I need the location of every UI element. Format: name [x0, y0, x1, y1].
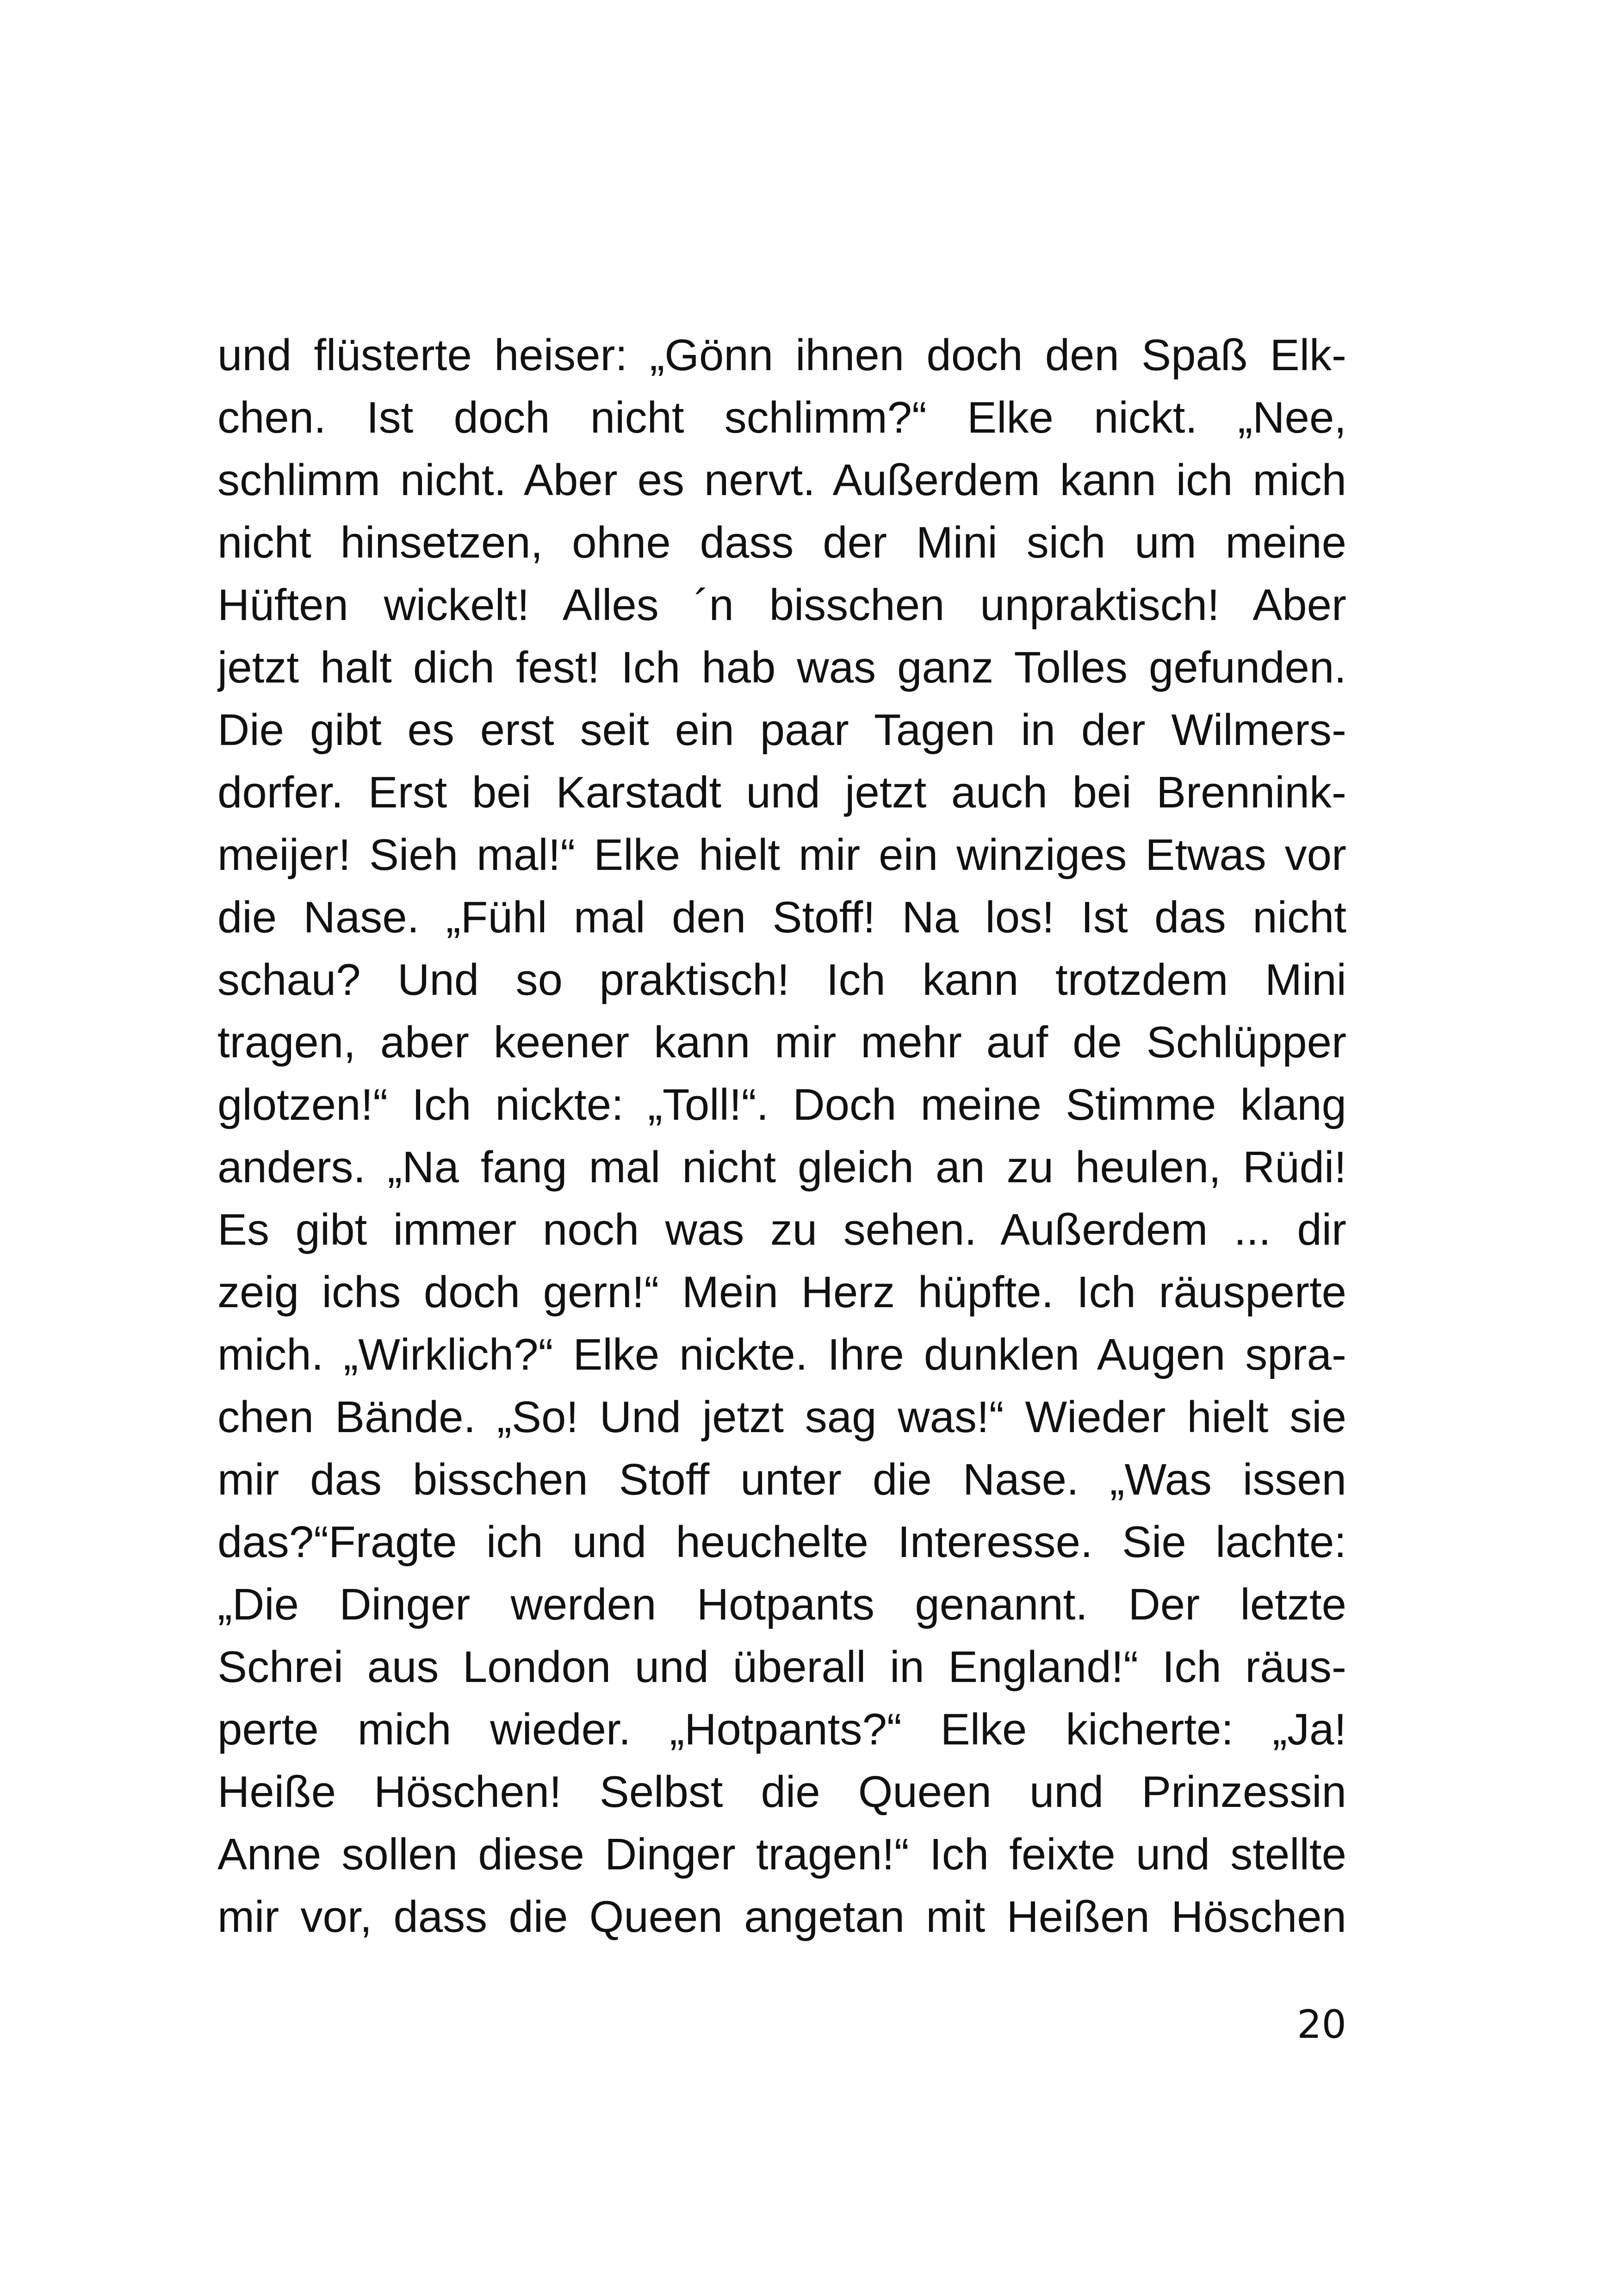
text-line: perte mich wieder. „Hotpants?“ Elke kicherte: „Ja!: [217, 1705, 1346, 1754]
text-line: zeig ichs doch gern!“ Mein Herz hüpfte. Ich räusperte: [217, 1267, 1346, 1317]
text-line: Hüften wickelt! Alles ´n bisschen unpraktisch! Aber: [217, 580, 1346, 630]
text-line: nicht hinsetzen, ohne dass der Mini sich um meine: [217, 518, 1346, 567]
text-line: anders. „Na fang mal nicht gleich an zu heulen, Rüdi!: [217, 1142, 1346, 1192]
text-line: das?“Fragte ich und heuchelte Interesse. Sie lachte:: [217, 1517, 1346, 1567]
text-line: „Die Dinger werden Hotpants genannt. Der letzte: [217, 1580, 1346, 1629]
text-line: glotzen!“ Ich nickte: „Toll!“. Doch meine Stimme klang: [217, 1080, 1346, 1129]
text-line: chen Bände. „So! Und jetzt sag was!“ Wieder hielt sie: [217, 1392, 1346, 1442]
page-number: 20: [1297, 2002, 1346, 2047]
text-line: mir das bisschen Stoff unter die Nase. „Was issen: [217, 1455, 1346, 1504]
text-line: chen. Ist doch nicht schlimm?“ Elke nickt. „Nee,: [217, 393, 1346, 442]
text-line: schau? Und so praktisch! Ich kann trotzdem Mini: [217, 955, 1346, 1005]
text-line: Heiße Höschen! Selbst die Queen und Prinzessin: [217, 1767, 1346, 1817]
text-line: Schrei aus London und überall in England!“ Ich räus-: [217, 1642, 1346, 1692]
text-line: Es gibt immer noch was zu sehen. Außerdem ... dir: [217, 1205, 1346, 1254]
body-text: [217, 324, 1346, 1948]
text-line: Anne sollen diese Dinger tragen!“ Ich feixte und stellte: [217, 1830, 1346, 1879]
text-line: tragen, aber keener kann mir mehr auf de Schlüpper: [217, 1018, 1346, 1067]
text-line: schlimm nicht. Aber es nervt. Außerdem kann ich mich: [217, 455, 1346, 505]
text-line: mich. „Wirklich?“ Elke nickte. Ihre dunklen Augen spra-: [217, 1330, 1346, 1379]
text-line: meijer! Sieh mal!“ Elke hielt mir ein winziges Etwas vor: [217, 830, 1346, 880]
text-line: jetzt halt dich fest! Ich hab was ganz Tolles gefunden.: [217, 643, 1346, 692]
text-line: die Nase. „Fühl mal den Stoff! Na los! Ist das nicht: [217, 893, 1346, 942]
text-line: und flüsterte heiser: „Gönn ihnen doch den Spaß Elk-: [217, 330, 1346, 380]
text-line: dorfer. Erst bei Karstadt und jetzt auch bei Brennink-: [217, 768, 1346, 817]
text-line: mir vor, dass die Queen angetan mit Heißen Höschen: [217, 1892, 1346, 1942]
text-line: Die gibt es erst seit ein paar Tagen in der Wilmers-: [217, 705, 1346, 755]
